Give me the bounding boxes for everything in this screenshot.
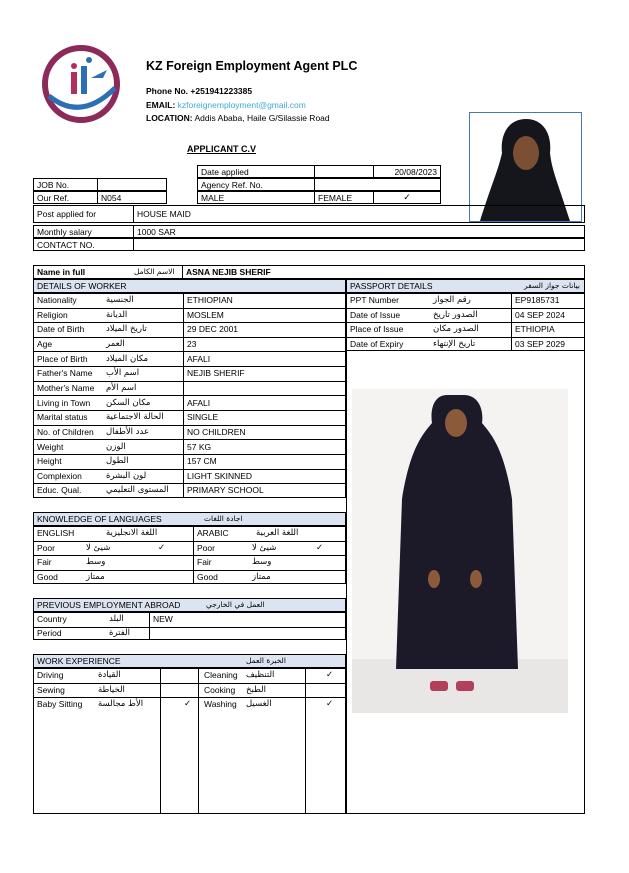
detail-label: Date of Birth	[37, 324, 85, 335]
passport-label: PPT Number	[350, 295, 399, 305]
detail-row	[34, 367, 345, 382]
language-level-label-ar: ممتاز	[86, 571, 105, 582]
monthly-salary-value: 1000 SAR	[133, 225, 585, 238]
gender-female: FEMALE	[314, 191, 374, 204]
arabic-check-icon: ✓	[316, 542, 324, 553]
detail-value: SINGLE	[187, 412, 219, 423]
detail-label-ar: الجنسية	[106, 295, 134, 305]
name-value: ASNA NEJIB SHERIF	[182, 265, 585, 279]
applicant-photo-full	[352, 389, 568, 713]
detail-label-ar: اسم الأب	[106, 368, 140, 379]
date-applied-blank	[314, 165, 374, 178]
detail-label-ar: المستوى التعليمي	[106, 485, 169, 496]
experience-label: Baby Sitting	[37, 699, 83, 709]
detail-label: Age	[37, 338, 53, 349]
passport-value: 03 SEP 2029	[515, 338, 565, 349]
language-level-row	[34, 542, 345, 557]
language-level-label: Fair	[197, 557, 212, 567]
detail-value: LIGHT SKINNED	[187, 470, 253, 481]
detail-label-ar: تاريخ الميلاد	[106, 324, 147, 335]
passport-row	[347, 323, 584, 338]
gender-male: MALE	[197, 191, 315, 204]
detail-value: PRIMARY SCHOOL	[187, 485, 264, 496]
experience-table	[33, 668, 346, 814]
detail-label: Height	[37, 456, 62, 467]
experience-row	[34, 669, 345, 684]
email-line: EMAIL: kzforeignemployment@gmail.com	[146, 100, 306, 110]
detail-value: 23	[187, 338, 197, 349]
experience-label-ar: الأط مجالسة	[98, 699, 144, 709]
passport-value: EP9185731	[515, 295, 560, 305]
language-level-label: Good	[37, 571, 58, 582]
passport-label: Date of Expiry	[350, 338, 404, 349]
experience-label: Cooking	[204, 684, 236, 695]
detail-label: Living in Town	[37, 397, 91, 408]
detail-value: AFALI	[187, 353, 211, 364]
detail-row	[34, 411, 345, 426]
language-level-row	[34, 571, 345, 586]
passport-row	[347, 294, 584, 309]
passport-table	[346, 293, 585, 351]
detail-row	[34, 353, 345, 368]
experience-label: Driving	[37, 670, 64, 680]
detail-row	[34, 309, 345, 324]
detail-value: MOSLEM	[187, 309, 224, 320]
language-level-label-ar: وسط	[252, 557, 272, 567]
detail-value: AFALI	[187, 397, 211, 408]
experience-row	[34, 698, 345, 713]
name-label: Name in full الاسم الكامل	[33, 265, 183, 279]
date-applied-value: 20/08/2023	[373, 165, 441, 178]
post-applied-value: HOUSE MAID	[133, 205, 585, 223]
our-ref-value: N054	[97, 191, 167, 204]
language-level-label-ar: ممتاز	[252, 571, 271, 582]
previous-section-header: PREVIOUS EMPLOYMENT ABROAD العمل في الخارجي	[33, 598, 346, 612]
experience-label: Sewing	[37, 684, 65, 695]
detail-row	[34, 470, 345, 485]
detail-label-ar: الديانة	[106, 309, 128, 320]
detail-label: No. of Children	[37, 426, 94, 437]
location-line: LOCATION: Addis Ababa, Haile G/Silassie Road	[146, 113, 330, 123]
date-applied-label: Date applied	[197, 165, 315, 178]
detail-label-ar: اسم الأم	[106, 382, 137, 393]
detail-label-ar: لون البشرة	[106, 470, 147, 481]
email-link[interactable]: kzforeignemployment@gmail.com	[177, 100, 306, 110]
detail-value: ETHIOPIAN	[187, 295, 233, 305]
detail-label-ar: الوزن	[106, 441, 126, 452]
language-level-label: Poor	[37, 542, 55, 553]
agency-ref-value	[314, 178, 441, 191]
detail-row	[34, 294, 345, 309]
languages-table	[33, 526, 346, 584]
detail-label-ar: العمر	[106, 338, 125, 349]
details-table	[33, 293, 346, 498]
job-no-value	[97, 178, 167, 191]
passport-row	[347, 309, 584, 324]
passport-row	[347, 338, 584, 353]
detail-row	[34, 397, 345, 412]
detail-row	[34, 382, 345, 397]
experience-label-ar: الخياطة	[98, 684, 125, 695]
female-check-icon: ✓	[373, 191, 441, 204]
details-section-header: DETAILS OF WORKER	[33, 279, 346, 293]
languages-header-row: ENGLISH اللغة الانجليزية ARABIC اللغة العربية	[34, 527, 345, 542]
detail-label: Marital status	[37, 412, 88, 423]
detail-row	[34, 323, 345, 338]
detail-row	[34, 426, 345, 441]
language-level-label: Fair	[37, 557, 52, 567]
job-no-label: JOB No.	[33, 178, 98, 191]
experience-label-ar: الغسيل	[246, 699, 272, 709]
detail-row	[34, 441, 345, 456]
period-row: Period الفترة	[37, 628, 130, 638]
country-row: Country البلد NEW	[34, 613, 345, 628]
monthly-salary-label: Monthly salary	[33, 225, 134, 238]
language-level-label-ar: وسط	[86, 557, 106, 567]
language-level-label: Good	[197, 571, 218, 582]
language-level-label-ar: شيئ لا	[86, 542, 111, 553]
phone-number: +251941223385	[190, 86, 253, 96]
passport-value: ETHIOPIA	[515, 324, 555, 334]
passport-label: Date of Issue	[350, 309, 401, 320]
company-name: KZ Foreign Employment Agent PLC	[146, 59, 358, 73]
experience-label-ar: القيادة	[98, 670, 121, 680]
detail-label-ar: الطول	[106, 456, 129, 467]
language-level-row	[34, 556, 345, 571]
agency-logo	[41, 44, 121, 124]
passport-label: Place of Issue	[350, 324, 404, 334]
contact-no-value	[133, 238, 585, 251]
detail-label: Father's Name	[37, 368, 93, 379]
detail-row	[34, 338, 345, 353]
our-ref-label: Our Ref.	[33, 191, 98, 204]
detail-label-ar: الحالة الاجتماعية	[106, 412, 164, 423]
detail-label: Educ. Qual.	[37, 485, 82, 496]
detail-value: NO CHILDREN	[187, 426, 246, 437]
detail-value: NEJIB SHERIF	[187, 368, 245, 379]
phone-line: Phone No. +251941223385	[146, 86, 253, 96]
detail-label: Weight	[37, 441, 64, 452]
post-applied-label: Post applied for	[33, 205, 134, 223]
detail-label: Mother's Name	[37, 382, 95, 393]
experience-check-icon: ✓	[326, 670, 334, 680]
detail-value: 57 KG	[187, 441, 212, 452]
passport-label-ar: تاريخ الإنتهاء	[433, 338, 476, 349]
detail-row	[34, 484, 345, 499]
passport-label-ar: الصدور تاريخ	[433, 309, 478, 320]
detail-label-ar: عدد الأطفال	[106, 426, 150, 437]
passport-value: 04 SEP 2024	[515, 309, 565, 320]
detail-label: Complexion	[37, 470, 82, 481]
detail-value: 157 CM	[187, 456, 217, 467]
experience-check-icon: ✓	[326, 699, 334, 709]
experience-label: Cleaning	[204, 670, 238, 680]
detail-label-ar: مكان السكن	[106, 397, 151, 408]
agency-ref-label: Agency Ref. No.	[197, 178, 315, 191]
detail-value: 29 DEC 2001	[187, 324, 239, 335]
detail-label-ar: مكان الميلاد	[106, 353, 149, 364]
passport-label-ar: الصدور مكان	[433, 324, 479, 334]
contact-no-label: CONTACT NO.	[33, 238, 134, 251]
experience-row	[34, 684, 345, 699]
experience-label: Washing	[204, 699, 237, 709]
language-level-label-ar: شيئ لا	[252, 542, 277, 553]
detail-label: Nationality	[37, 295, 77, 305]
experience-label-ar: الطبخ	[246, 684, 266, 695]
language-level-label: Poor	[197, 542, 215, 553]
cv-title: APPLICANT C.V	[187, 144, 257, 154]
experience-label-ar: التنظيف	[246, 670, 275, 680]
experience-section-header: WORK EXPERIENCE الخبرة العمل	[33, 654, 346, 668]
languages-section-header: KNOWLEDGE OF LANGUAGES اجادة اللغات	[33, 512, 346, 526]
passport-label-ar: رقم الجواز	[433, 295, 471, 305]
detail-label: Place of Birth	[37, 353, 88, 364]
experience-check-icon: ✓	[184, 699, 192, 709]
passport-section-header: PASSPORT DETAILS بيانات جواز السفر	[346, 279, 585, 293]
detail-label: Religion	[37, 309, 68, 320]
previous-table	[33, 612, 346, 640]
detail-row	[34, 455, 345, 470]
english-check-icon: ✓	[158, 542, 166, 553]
